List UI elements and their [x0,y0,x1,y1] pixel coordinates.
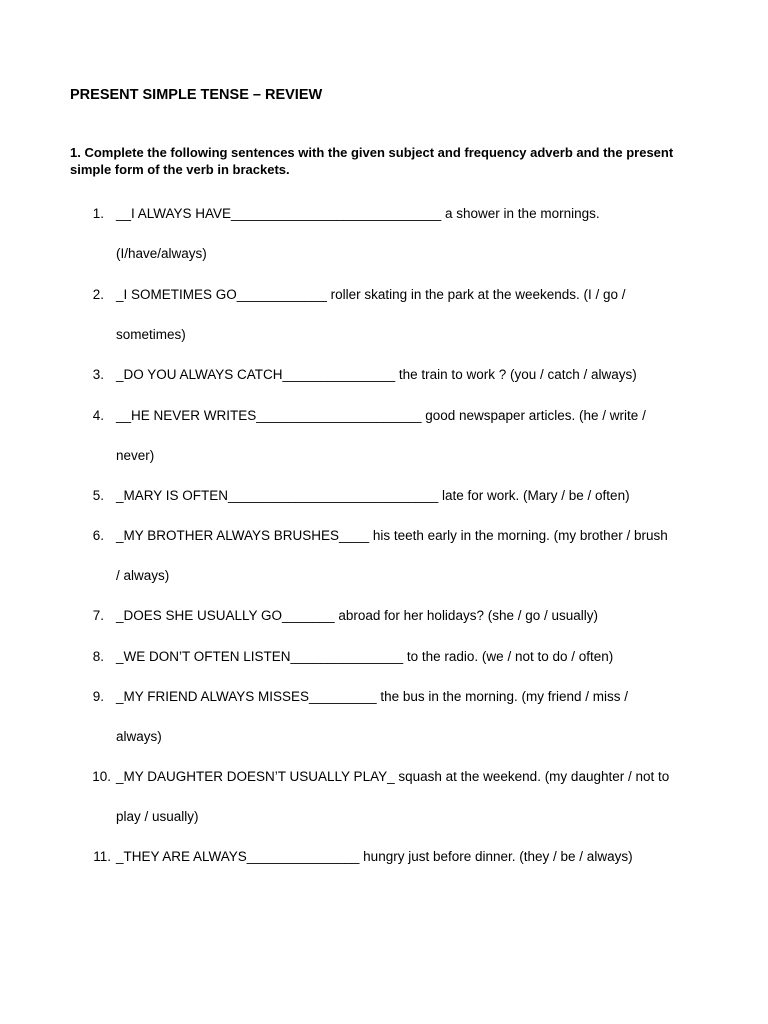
item-number: 8. [92,649,104,664]
item-number: 7. [92,608,104,623]
item-number: 4. [92,408,104,423]
item-number: 10. [92,769,111,784]
item-number: 2. [92,287,104,302]
page-title: PRESENT SIMPLE TENSE – REVIEW [70,87,323,103]
item-number: 9. [92,689,104,704]
item-sentence: __I ALWAYS HAVE____________________________ a shower in the mornings. [116,206,600,221]
item-sentence: _DO YOU ALWAYS CATCH_______________ the train to work ? (you / catch / always) [116,367,637,382]
item-sentence: _MY BROTHER ALWAYS BRUSHES____ his teeth early in the morning. (my brother / brush [116,528,668,543]
item-sentence-continued: never) [116,448,155,463]
item-sentence: _MARY IS OFTEN____________________________ late for work. (Mary / be / often) [116,488,630,503]
item-sentence: _DOES SHE USUALLY GO_______ abroad for her holidays? (she / go / usually) [116,608,599,623]
item-sentence: _THEY ARE ALWAYS_______________ hungry just before dinner. (they / be / always) [116,849,633,864]
item-number: 6. [92,528,104,543]
exercise-instruction: 1. Complete the following sentences with the given subject and frequency adverb and the present simple form of the verb in brackets. [70,145,674,177]
item-number: 11. [93,849,111,864]
item-sentence: _I SOMETIMES GO____________ roller skating in the park at the weekends. (I / go / [116,287,626,302]
item-sentence: _MY DAUGHTER DOESN’T USUALLY PLAY_ squash at the weekend. (my daughter / not to [116,769,670,784]
item-number: 5. [92,488,104,503]
item-sentence-continued: (I/have/always) [116,246,207,261]
item-sentence: _MY FRIEND ALWAYS MISSES_________ the bus in the morning. (my friend / miss / [116,689,628,704]
item-sentence-continued: sometimes) [116,327,186,342]
item-sentence-continued: play / usually) [116,809,199,824]
item-sentence: __HE NEVER WRITES______________________ good newspaper articles. (he / write / [116,408,646,423]
item-number: 3. [92,367,104,382]
item-sentence-continued: always) [116,729,162,744]
item-number: 1. [92,206,104,221]
item-sentence-continued: / always) [116,568,170,583]
item-sentence: _WE DON’T OFTEN LISTEN_______________ to the radio. (we / not to do / often) [116,649,614,664]
